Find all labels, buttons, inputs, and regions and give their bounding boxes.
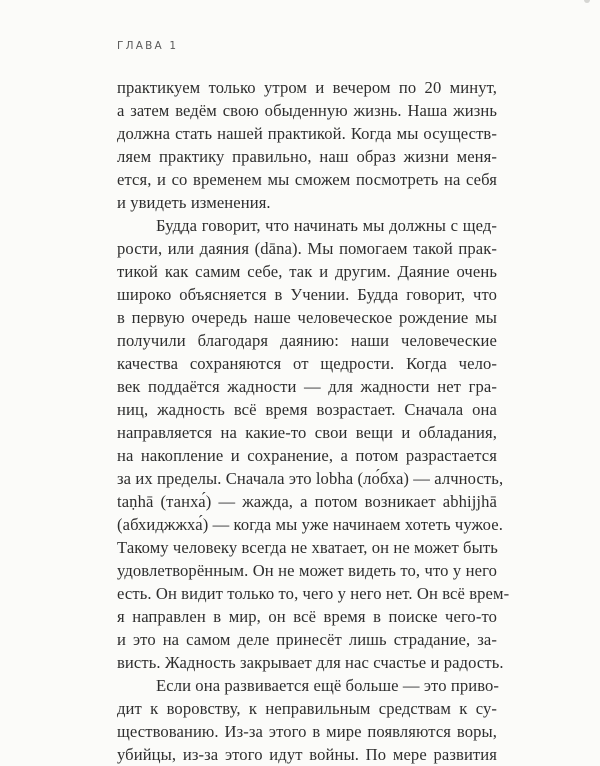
text-line: и увидеть изменения.: [117, 193, 271, 212]
text-line: тикой как самим себе, так и другим. Даяние очень: [117, 262, 497, 281]
text-line: taṇhā (танха́) — жажда, а потом возникает abhijjhā: [117, 492, 497, 511]
text-line: есть. Он видит только то, чего у него нет. Он всё врем-: [117, 584, 510, 603]
text-line: на накопление и сохранение, а потом разрастается: [117, 446, 497, 465]
text-line: Если она развивается ещё больше — это приво-: [156, 676, 500, 695]
text-line: в первую очередь наше человеческое рождение мы: [117, 308, 497, 327]
text-line: должна стать нашей практикой. Когда мы осуществ-: [117, 124, 497, 143]
text-line: убийцы, из-за этого идут войны. По мере развития: [117, 745, 497, 764]
text-line: качества сохраняются от щедрости. Когда чело-: [117, 354, 497, 373]
text-line: а затем ведём свою обыденную жизнь. Наша жизнь: [117, 101, 497, 120]
text-line: ществованию. Из-за этого в мире появляются воры,: [117, 722, 497, 741]
text-line: направляется на какие-то свои вещи и обладания,: [117, 423, 497, 442]
page-corner-mark: [584, 0, 590, 3]
text-line: и это на самом деле принесёт лишь страдание, за-: [117, 630, 497, 649]
text-line: удовлетворённым. Он не может видеть то, что у него: [117, 561, 497, 580]
text-line: я направлен в мир, он всё время в поиске чего-то: [117, 607, 497, 626]
text-line: практикуем только утром и вечером по 20 минут,: [117, 78, 497, 97]
text-line: широко объясняется в Учении. Будда говорит, что: [117, 285, 497, 304]
text-line: дит к воровству, к неправильным средствам к су-: [117, 699, 497, 718]
page-body-text: [117, 76, 510, 766]
text-line: Будда говорит, что начинать мы должны с щед-: [156, 216, 497, 235]
text-line: ется, и со временем мы сможем посмотреть на себя: [117, 170, 497, 189]
text-line: век поддаётся жадности — для жадности нет гра-: [117, 377, 497, 396]
text-line: рости, или даяния (dāna). Мы помогаем такой прак-: [117, 239, 497, 258]
text-line: ниц, жадность всё время возрастает. Сначала она: [117, 400, 497, 419]
text-line: Такому человеку всегда не хватает, он не может быть: [117, 538, 498, 557]
running-head-chapter: ГЛАВА 1: [117, 40, 179, 52]
text-line: ляем практику правильно, наш образ жизни меня-: [117, 147, 497, 166]
text-line: получили благодаря даянию: наши человеческие: [117, 331, 497, 350]
text-line: висть. Жадность закрывает для нас счастье и радость.: [117, 653, 504, 672]
text-line: (абхиджжха́) — когда мы уже начинаем хотеть чужое.: [117, 515, 503, 534]
text-line: за их пределы. Сначала это lobha (ло́бха) — алчность,: [117, 469, 504, 488]
